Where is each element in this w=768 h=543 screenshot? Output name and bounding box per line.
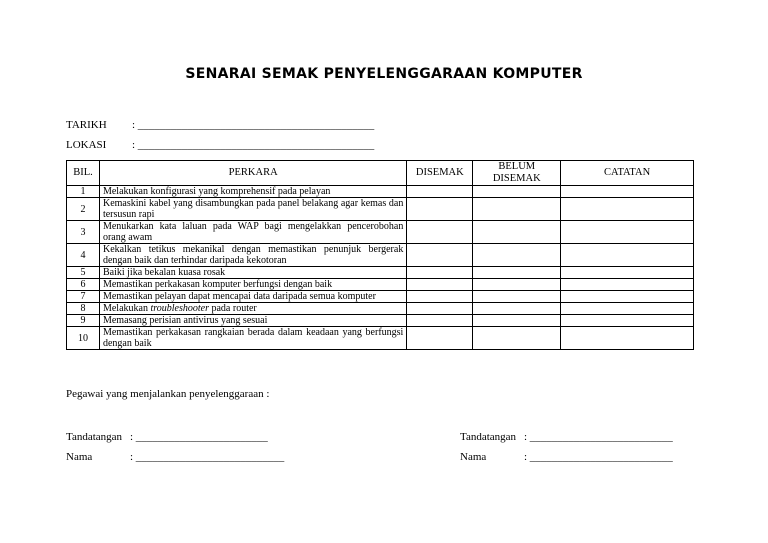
row-number: 6 [67,279,100,291]
belum-disemak-cell[interactable] [473,315,561,327]
table-row [67,186,694,198]
right-tandatangan-value: : __________________________ [524,431,673,443]
row-item: Melakukan konfigurasi yang komprehensif pada pelayan [99,186,406,198]
row-number: 4 [67,244,100,267]
row-number: 5 [67,267,100,279]
catatan-cell[interactable] [561,303,694,315]
row-item: Menukarkan kata laluan pada WAP bagi mengelakkan pencerobohan orang awam [99,221,406,244]
right-nama-label: Nama [460,451,487,463]
header-disemak: DISEMAK [407,161,473,186]
belum-disemak-cell[interactable] [473,186,561,198]
catatan-cell[interactable] [561,327,694,350]
row-item: Baiki jika bekalan kuasa rosak [99,267,406,279]
table-row [67,267,694,279]
right-tandatangan-label: Tandatangan [460,431,517,443]
row-item: Memastikan perkakasan rangkaian berada dalam keadaan yang berfungsi dengan baik [99,327,406,350]
disemak-cell[interactable] [407,244,473,267]
belum-disemak-cell[interactable] [473,244,561,267]
left-nama-value: : ___________________________ [130,451,285,463]
catatan-cell[interactable] [561,244,694,267]
table-row [67,315,694,327]
left-tandatangan-label: Tandatangan [66,431,123,443]
disemak-cell[interactable] [407,186,473,198]
catatan-cell[interactable] [561,186,694,198]
catatan-cell[interactable] [561,198,694,221]
row-item: Kekalkan tetikus mekanikal dengan memastikan penunjuk bergerak dengan baik dan terhindar daripada kekotoran [99,244,406,267]
row-item-post: pada router [208,303,257,314]
row-item: Memastikan pelayan dapat mencapai data daripada semua komputer [99,291,406,303]
table-row [67,327,694,350]
lokasi-value: : ___________________________________________ [132,139,375,151]
belum-disemak-cell[interactable] [473,303,561,315]
catatan-cell[interactable] [561,291,694,303]
disemak-cell[interactable] [407,198,473,221]
lokasi-label: LOKASI [66,139,107,151]
disemak-cell[interactable] [407,291,473,303]
row-item: Memasang perisian antivirus yang sesuai [99,315,406,327]
row-number: 1 [67,186,100,198]
header-catatan: CATATAN [561,161,694,186]
document-title: SENARAI SEMAK PENYELENGGARAAN KOMPUTER [185,66,583,82]
pegawai-label: Pegawai yang menjalankan penyelenggaraan : [66,388,270,400]
disemak-cell[interactable] [407,279,473,291]
table-row [67,291,694,303]
disemak-cell[interactable] [407,303,473,315]
belum-disemak-cell[interactable] [473,327,561,350]
disemak-cell[interactable] [407,327,473,350]
tarikh-field [66,119,386,133]
table-row [67,221,694,244]
tarikh-label: TARIKH [66,119,107,131]
header-perkara: PERKARA [99,161,406,186]
table-row [67,198,694,221]
row-number: 10 [67,327,100,350]
right-signature-field [460,431,700,445]
row-item-pre: Melakukan [102,303,151,314]
row-number: 7 [67,291,100,303]
header-belum-disemak [473,161,561,186]
row-item: Memastikan perkakasan komputer berfungsi dengan baik [99,279,406,291]
catatan-cell[interactable] [561,221,694,244]
header-belum-line2: DISEMAK [492,173,541,184]
belum-disemak-cell[interactable] [473,221,561,244]
belum-disemak-cell[interactable] [473,291,561,303]
left-nama-label: Nama [66,451,93,463]
checklist-table [66,160,694,350]
left-tandatangan-value: : ________________________ [130,431,268,443]
catatan-cell[interactable] [561,279,694,291]
left-signature-field [66,431,306,445]
table-row [67,244,694,267]
header-bil: BIL. [67,161,100,186]
table-header-row [67,161,694,186]
catatan-cell[interactable] [561,315,694,327]
belum-disemak-cell[interactable] [473,279,561,291]
catatan-cell[interactable] [561,267,694,279]
lokasi-field [66,139,386,153]
header-belum-line1: BELUM [498,161,536,172]
right-name-field [460,451,700,465]
row-item-emphasis: troubleshooter [150,303,209,314]
disemak-cell[interactable] [407,267,473,279]
disemak-cell[interactable] [407,221,473,244]
belum-disemak-cell[interactable] [473,267,561,279]
row-number: 8 [67,303,100,315]
belum-disemak-cell[interactable] [473,198,561,221]
disemak-cell[interactable] [407,315,473,327]
row-item [99,303,406,315]
row-number: 2 [67,198,100,221]
left-name-field [66,451,306,465]
table-row [67,303,694,315]
tarikh-value: : ___________________________________________ [132,119,375,131]
row-number: 9 [67,315,100,327]
right-nama-value: : __________________________ [524,451,673,463]
row-item: Kemaskini kabel yang disambungkan pada panel belakang agar kemas dan tersusun rapi [99,198,406,221]
table-row [67,279,694,291]
row-number: 3 [67,221,100,244]
